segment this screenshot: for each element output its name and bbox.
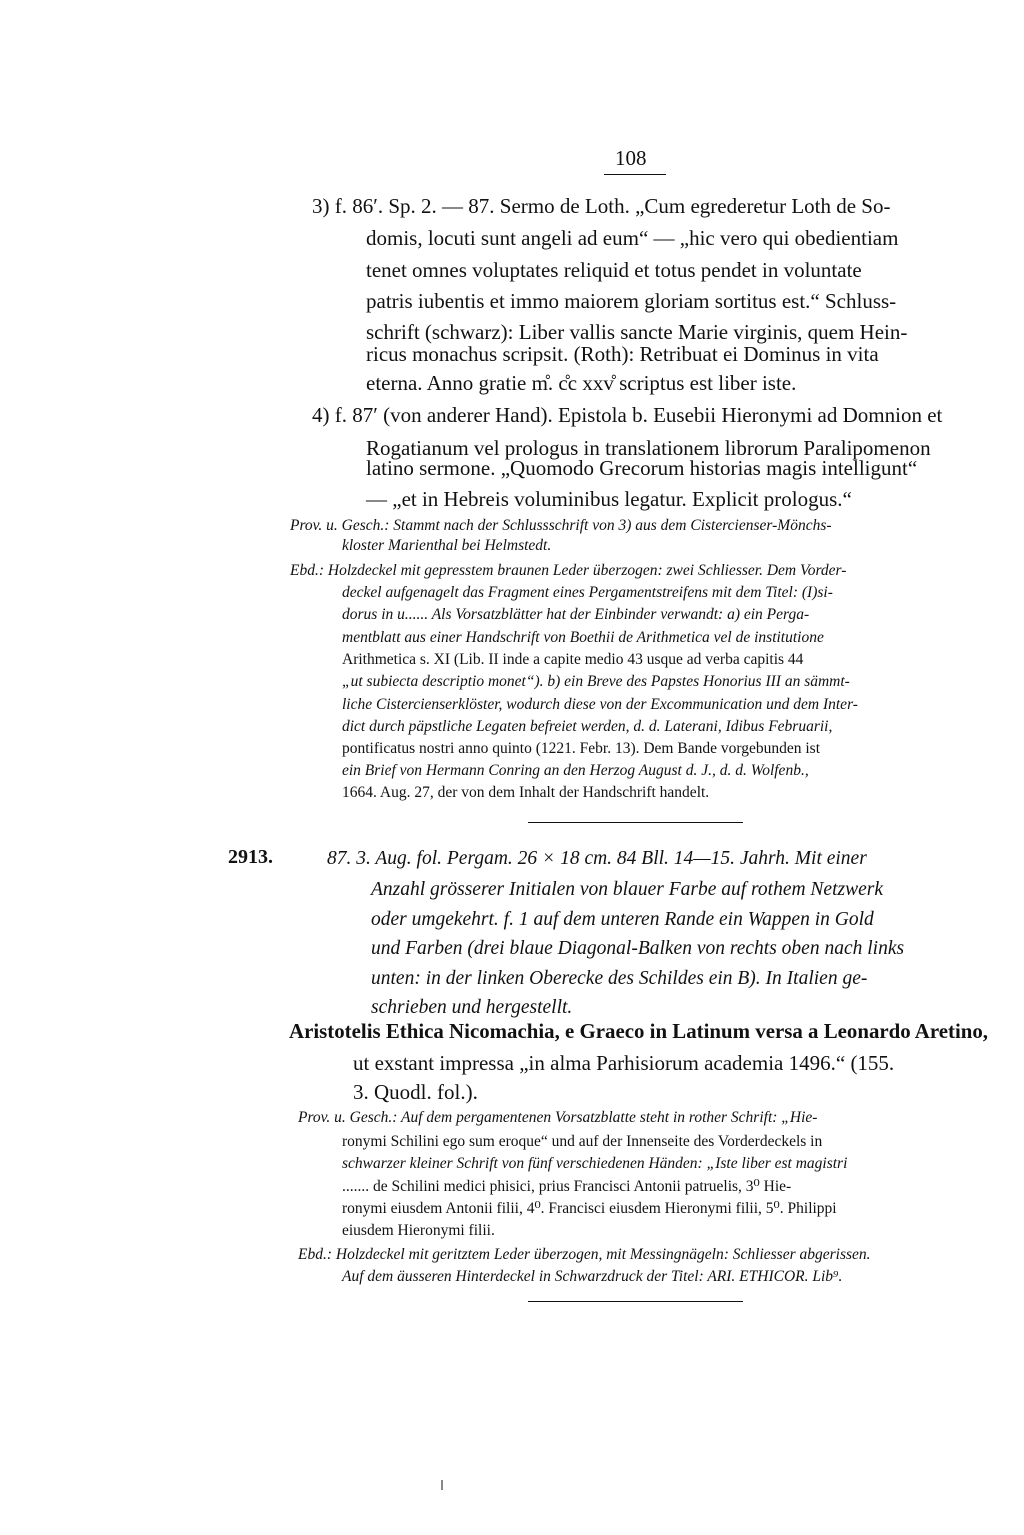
text-line: 87. 3. Aug. fol. Pergam. 26 × 18 cm. 84 Bll. 14—15. Jahrh. Mit einer: [327, 848, 867, 869]
section-divider: [528, 1301, 743, 1302]
text-line: und Farben (drei blaue Diagonal-Balken von rechts oben nach links: [371, 938, 905, 959]
text-line: ronymi eiusdem Antonii filii, 4⁰. Francisci eiusdem Hieronymi filii, 5⁰. Philippi: [342, 1200, 837, 1217]
text-line: Arithmetica s. XI (Lib. II inde a capite medio 43 usque ad verba capitis 44: [342, 651, 804, 668]
text-line: pontificatus nostri anno quinto (1221. Febr. 13). Dem Bande vorgebunden ist: [342, 740, 820, 757]
text-line: 3) f. 86′. Sp. 2. — 87. Sermo de Loth. „Cum egrederetur Loth de So-: [312, 194, 891, 218]
text-line: 3. Quodl. fol.).: [353, 1080, 478, 1104]
text-line: mentblatt aus einer Handschrift von Boethii de Arithmetica vel de institutione: [342, 629, 824, 646]
scan-artifact: [441, 1480, 443, 1490]
text-line: Aristotelis Ethica Nicomachia, e Graeco in Latinum versa a Leonardo Aretino,: [289, 1019, 989, 1043]
text-line: dict durch päpstliche Legaten befreiet werden, d. d. Laterani, Idibus Februarii,: [342, 718, 833, 735]
text-line: liche Cistercienserklöster, wodurch diese von der Excommunication und dem Inter-: [342, 696, 858, 713]
header-rule: [604, 174, 666, 175]
text-line: Anzahl grösserer Initialen von blauer Farbe auf rothem Netzwerk: [371, 879, 883, 900]
text-line: dorus in u...... Als Vorsatzblätter hat der Einbinder verwandt: a) ein Perga-: [342, 606, 810, 623]
text-line: domis, locuti sunt angeli ad eum“ — „hic vero qui obedientiam: [366, 226, 899, 250]
text-line: 1664. Aug. 27, der von dem Inhalt der Handschrift handelt.: [342, 784, 710, 801]
text-line: eterna. Anno gratie m̊. c̊c xxv̊ scriptus est liber iste.: [366, 371, 797, 395]
text-line: Prov. u. Gesch.: Stammt nach der Schlussschrift von 3) aus dem Cistercienser-Mönchs-: [290, 517, 832, 534]
text-line: ein Brief von Hermann Conring an den Herzog August d. J., d. d. Wolfenb.,: [342, 762, 809, 779]
text-line: Prov. u. Gesch.: Auf dem pergamentenen Vorsatzblatte steht in rother Schrift: „Hie-: [298, 1109, 818, 1126]
section-divider: [528, 822, 743, 823]
text-line: kloster Marienthal bei Helmstedt.: [342, 537, 552, 554]
text-line: „ut subiecta descriptio monet“). b) ein Breve des Papstes Honorius III an sämmt-: [342, 673, 850, 690]
text-line: Auf dem äusseren Hinterdeckel in Schwarzdruck der Titel: ARI. ETHICOR. Lib⁹.: [342, 1268, 843, 1285]
page-number: 108: [615, 146, 647, 170]
text-line: patris iubentis et immo maiorem gloriam sortitus est.“ Schluss-: [366, 289, 897, 313]
text-line: ricus monachus scripsit. (Roth): Retribuat ei Dominus in vita: [366, 342, 879, 366]
text-line: tenet omnes voluptates reliquid et totus pendet in voluntate: [366, 258, 862, 282]
text-line: deckel aufgenagelt das Fragment eines Pergamentstreifens mit dem Titel: (I)si-: [342, 584, 833, 601]
text-line: ....... de Schilini medici phisici, prius Francisci Antonii patruelis, 3⁰ Hie-: [342, 1178, 792, 1195]
text-line: eiusdem Hieronymi filii.: [342, 1222, 495, 1239]
text-line: schrift (schwarz): Liber vallis sancte Marie virginis, quem Hein-: [366, 320, 908, 344]
text-line: ronymi Schilini ego sum eroque“ und auf der Innenseite des Vorderdeckels in: [342, 1133, 823, 1150]
text-line: Rogatianum vel prologus in translationem librorum Paralipomenon: [366, 436, 931, 460]
text-line: ut exstant impressa „in alma Parhisiorum academia 1496.“ (155.: [353, 1051, 895, 1075]
text-line: schrieben und hergestellt.: [371, 997, 573, 1018]
text-line: Ebd.: Holzdeckel mit geritztem Leder überzogen, mit Messingnägeln: Schliesser abgerissen.: [298, 1246, 871, 1263]
text-line: latino sermone. „Quomodo Grecorum historias magis intelligunt“: [366, 456, 918, 480]
text-line: — „et in Hebreis voluminibus legatur. Explicit prologus.“: [366, 487, 852, 511]
text-line: 4) f. 87′ (von anderer Hand). Epistola b. Eusebii Hieronymi ad Domnion et: [312, 403, 943, 427]
entry-number: 2913.: [228, 846, 273, 868]
text-line: unten: in der linken Oberecke des Schildes ein B). In Italien ge-: [371, 968, 868, 989]
text-line: Ebd.: Holzdeckel mit gepresstem braunen Leder überzogen: zwei Schliesser. Dem Vorder-: [290, 562, 847, 579]
text-line: oder umgekehrt. f. 1 auf dem unteren Rande ein Wappen in Gold: [371, 909, 874, 930]
text-line: schwarzer kleiner Schrift von fünf verschiedenen Händen: „Iste liber est magistri: [342, 1155, 848, 1172]
